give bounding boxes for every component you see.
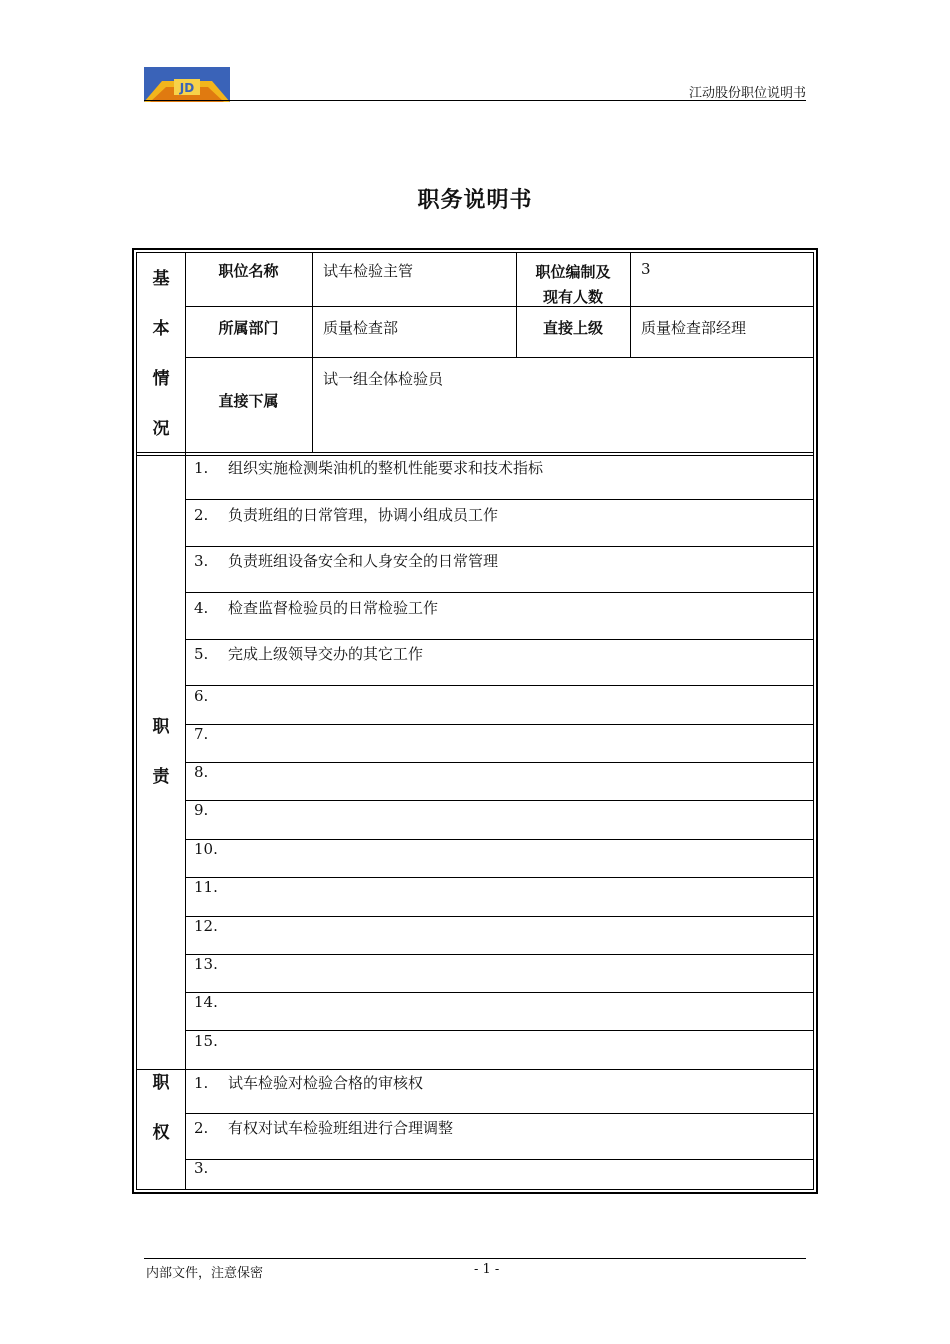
section-char: 权 — [152, 1123, 170, 1143]
duty-item: 6. — [194, 687, 209, 705]
section-char: 况 — [152, 419, 170, 439]
subordinates-value: 试一组全体检验员 — [323, 370, 444, 388]
section-char: 情 — [152, 369, 170, 389]
duty-item: 9. — [194, 801, 209, 819]
duty-item: 8. — [194, 763, 209, 781]
duty-item: 2. 负责班组的日常管理，协调小组成员工作 — [194, 506, 499, 524]
duties-section-label — [136, 702, 186, 802]
job-description-table — [132, 248, 818, 1194]
duty-line — [185, 800, 814, 801]
section-char: 基 — [152, 269, 170, 289]
duty-item: 12. — [194, 917, 218, 935]
headcount-label-line-1: 职位编制及 — [535, 263, 611, 281]
company-logo — [144, 67, 230, 102]
duty-line — [185, 685, 814, 686]
duty-line — [185, 954, 814, 955]
duty-line — [185, 839, 814, 840]
headcount-label — [516, 260, 630, 310]
duties-section-end — [136, 1069, 814, 1070]
authority-item: 3. — [194, 1159, 209, 1177]
authority-item: 1. 试车检验对检验合格的审核权 — [194, 1074, 424, 1092]
page-title: 职务说明书 — [417, 188, 533, 213]
authority-item: 2. 有权对试车检验班组进行合理调整 — [194, 1119, 454, 1137]
duty-item: 13. — [194, 955, 218, 973]
position-name-value: 试车检验主管 — [323, 262, 414, 280]
duty-line — [185, 499, 814, 500]
department-value: 质量检查部 — [323, 319, 399, 337]
headcount-label-line-2: 现有人数 — [542, 288, 603, 306]
authority-section-label — [136, 1058, 186, 1158]
section-char: 责 — [152, 767, 170, 787]
basic-row-line-1a — [185, 306, 312, 307]
basic-section-end-double — [136, 455, 814, 456]
basic-divider-3 — [630, 252, 631, 357]
duty-line — [185, 546, 814, 547]
duty-item: 3. 负责班组设备安全和人身安全的日常管理 — [194, 552, 499, 570]
duty-item: 5. 完成上级领导交办的其它工作 — [194, 645, 424, 663]
duty-line — [185, 877, 814, 878]
authority-line — [185, 1159, 814, 1160]
basic-row-line-2 — [185, 357, 814, 358]
superior-label: 直接上级 — [542, 319, 603, 337]
page-number: - 1 - — [474, 1262, 500, 1277]
basic-divider-1 — [312, 252, 313, 452]
authority-line — [185, 1113, 814, 1114]
duty-line — [185, 592, 814, 593]
superior-value: 质量检查部经理 — [641, 319, 747, 337]
position-name-label: 职位名称 — [218, 262, 279, 280]
duty-line — [185, 724, 814, 725]
footer-rule — [144, 1258, 806, 1259]
footer-confidential: 内部文件，注意保密 — [146, 1266, 264, 1281]
duty-item: 15. — [194, 1032, 218, 1050]
duty-line — [185, 639, 814, 640]
duty-item: 10. — [194, 840, 218, 858]
duty-item: 1. 组织实施检测柴油机的整机性能要求和技术指标 — [194, 459, 544, 477]
header-rule — [144, 100, 806, 101]
logo-text: JD — [179, 81, 195, 95]
section-char: 职 — [152, 1073, 170, 1093]
section-char: 职 — [152, 717, 170, 737]
section-char: 本 — [152, 319, 170, 339]
duty-item: 11. — [194, 878, 218, 896]
duty-line — [185, 916, 814, 917]
duty-item: 14. — [194, 993, 218, 1011]
headcount-value: 3 — [641, 260, 651, 278]
duty-line — [185, 992, 814, 993]
basic-section-label — [136, 254, 186, 454]
subordinates-label: 直接下属 — [218, 392, 279, 410]
duty-item: 4. 检查监督检验员的日常检验工作 — [194, 599, 439, 617]
basic-section-end — [136, 452, 814, 453]
duty-item: 7. — [194, 725, 209, 743]
header-doc-series: 江动股份职位说明书 — [688, 86, 806, 101]
duty-line — [185, 1030, 814, 1031]
duty-line — [185, 762, 814, 763]
department-label: 所属部门 — [218, 319, 279, 337]
